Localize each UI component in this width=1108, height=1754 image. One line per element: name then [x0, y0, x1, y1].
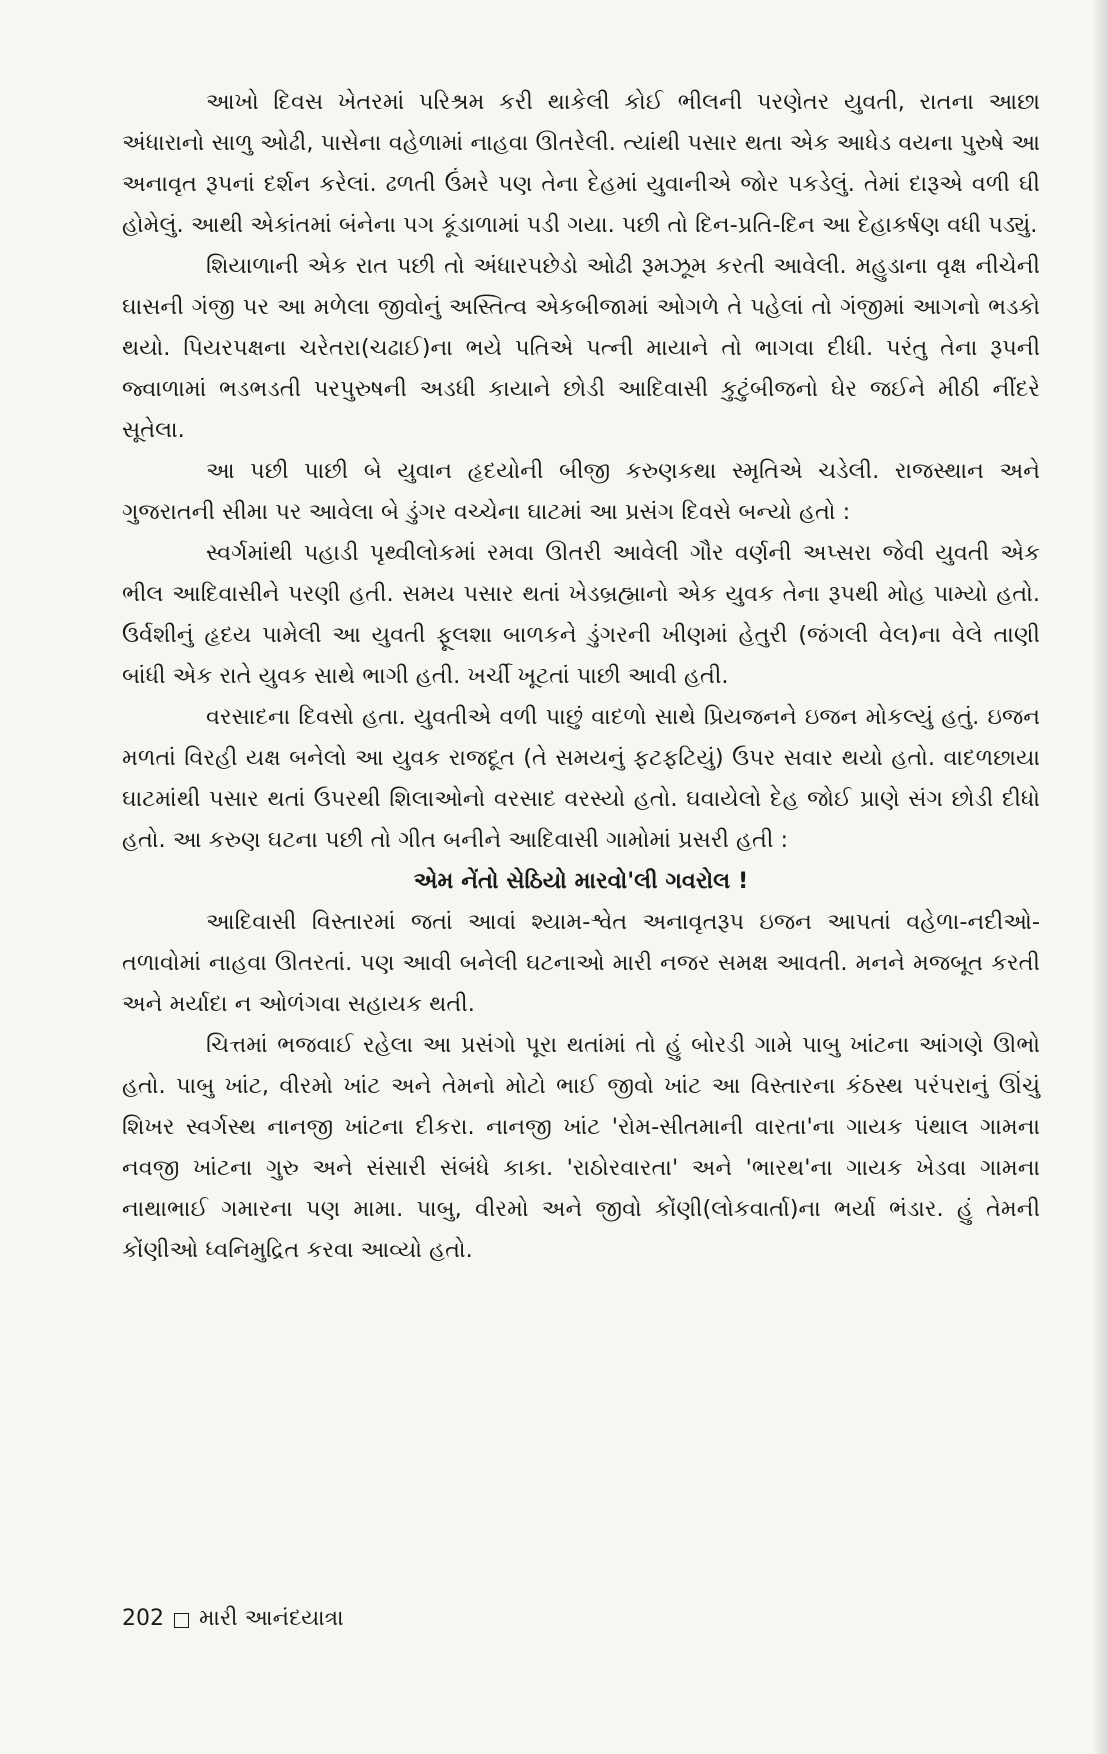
paragraph: વરસાદના દિવસો હતા. યુવતીએ વળી પાછું વાદળો સાથે પ્રિયજનને ઇજન મોકલ્યું હતું. ઇજન મળતાં વિરહી યક્ષ બનેલો આ યુવક રાજદૂત (તે સમયનું ફટફટિયું) ઉપર સવાર થયો હતો. વાદળછાયા ઘાટમાંથી પસાર થતાં ઉપરથી શિલાઓનો વરસાદ વરસ્યો હતો. ઘવાયેલો દેહ જોઈ પ્રાણે સંગ છોડી દીધો હતો. આ કરુણ ઘટના પછી તો ગીત બનીને આદિવાસી ગામોમાં પ્રસરી હતી : — [122, 704, 1040, 853]
book-title: મારી આનંદયાત્રા — [199, 1606, 344, 1631]
paragraph: આ પછી પાછી બે યુવાન હૃદયોની બીજી કરુણકથા સ્મૃતિએ ચડેલી. રાજસ્થાન અને ગુજરાતની સીમા પર આવેલા બે ડુંગર વચ્ચેના ઘાટમાં આ પ્રસંગ દિવસે બન્યો હતો : — [122, 458, 1040, 525]
page-edge-shadow — [1092, 0, 1108, 1754]
page-number: 202 — [122, 1606, 164, 1631]
paragraph: આદિવાસી વિસ્તારમાં જતાં આવાં શ્યામ-શ્વેત અનાવૃતરૂપ ઇજન આપતાં વહેળા-નદીઓ-તળાવોમાં નાહવા ઊતરતાં. પણ આવી બનેલી ઘટનાઓ મારી નજર સમક્ષ આવતી. મનને મજબૂત કરતી અને મર્યાદા ન ઓળંગવા સહાયક થતી. — [122, 909, 1040, 1017]
paragraph: સ્વર્ગમાંથી પહાડી પૃથ્વીલોકમાં રમવા ઊતરી આવેલી ગૌર વર્ણની અપ્સરા જેવી યુવતી એક ભીલ આદિવાસીને પરણી હતી. સમય પસાર થતાં ખેડબ્રહ્માનો એક યુવક તેના રૂપથી મોહ પામ્યો હતો. ઉર્વશીનું હૃદય પામેલી આ યુવતી ફૂલશા બાળકને ડુંગરની ખીણમાં હેતુરી (જંગલી વેલ)ના વેલે તાણી બાંધી એક રાતે યુવક સાથે ભાગી હતી. ખર્ચી ખૂટતાં પાછી આવી હતી. — [122, 540, 1040, 689]
page-footer — [122, 1604, 344, 1634]
song-title: એમ નેંતો સેઠિયો મારવો'લી ગવરોલ ! — [413, 868, 749, 894]
paragraph: આખો દિવસ ખેતરમાં પરિશ્રમ કરી થાકેલી કોઈ ભીલની પરણેતર યુવતી, રાતના આછા અંધારાનો સાળુ ઓઢી, પાસેના વહેળામાં નાહવા ઊતરેલી. ત્યાંથી પસાર થતા એક આધેડ વયના પુરુષે આ અનાવૃત રૂપનાં દર્શન કરેલાં. ઢળતી ઉંમરે પણ તેના દેહમાં યુવાનીએ જોર પકડેલું. તેમાં દારૂએ વળી ઘી હોમેલું. આથી એકાંતમાં બંનેના પગ કૂંડાળામાં પડી ગયા. પછી તો દિન-પ્રતિ-દિન આ દેહાકર્ષણ વધી પડ્યું. — [122, 89, 1040, 238]
paragraph: ચિત્તમાં ભજવાઈ રહેલા આ પ્રસંગો પૂરા થતાંમાં તો હું બોરડી ગામે પાબુ ખાંટના આંગણે ઊભો હતો. પાબુ ખાંટ, વીરમો ખાંટ અને તેમનો મોટો ભાઈ જીવો ખાંટ આ વિસ્તારના કંઠસ્થ પરંપરાનું ઊંચું શિખર સ્વર્ગસ્થ નાનજી ખાંટના દીકરા. નાનજી ખાંટ 'રોમ-સીતમાની વારતા'ના ગાયક પંથાલ ગામના નવજી ખાંટના ગુરુ અને સંસારી સંબંધે કાકા. 'રાઠોરવારતા' અને 'ભારથ'ના ગાયક ખેડવા ગામના નાથાભાઈ ગમારના પણ મામા. પાબુ, વીરમો અને જીવો કોંણી(લોકવાર્તા)ના ભર્યા ભંડાર. હું તેમની કોંણીઓ ધ્વનિમુદ્રિત કરવા આવ્યો હતો. — [122, 1032, 1040, 1263]
paragraph: શિયાળાની એક રાત પછી તો અંધારપછેડો ઓઢી રૂમઝૂમ કરતી આવેલી. મહુડાના વૃક્ષ નીચેની ઘાસની ગંજી પર આ મળેલા જીવોનું અસ્તિત્વ એકબીજામાં ઓગળે તે પહેલાં તો ગંજીમાં આગનો ભડકો થયો. પિયરપક્ષના ચરેતરા(ચઢાઈ)ના ભયે પતિએ પત્ની માયાને તો ભાગવા દીધી. પરંતુ તેના રૂપની જ્વાળામાં ભડભડતી પરપુરુષની અડધી કાયાને છોડી આદિવાસી કુટુંબીજનો ઘેર જઈને મીઠી નીંદરે સૂતેલા. — [122, 253, 1040, 443]
square-outline-icon — [174, 1613, 189, 1628]
page-body — [122, 82, 1040, 1271]
